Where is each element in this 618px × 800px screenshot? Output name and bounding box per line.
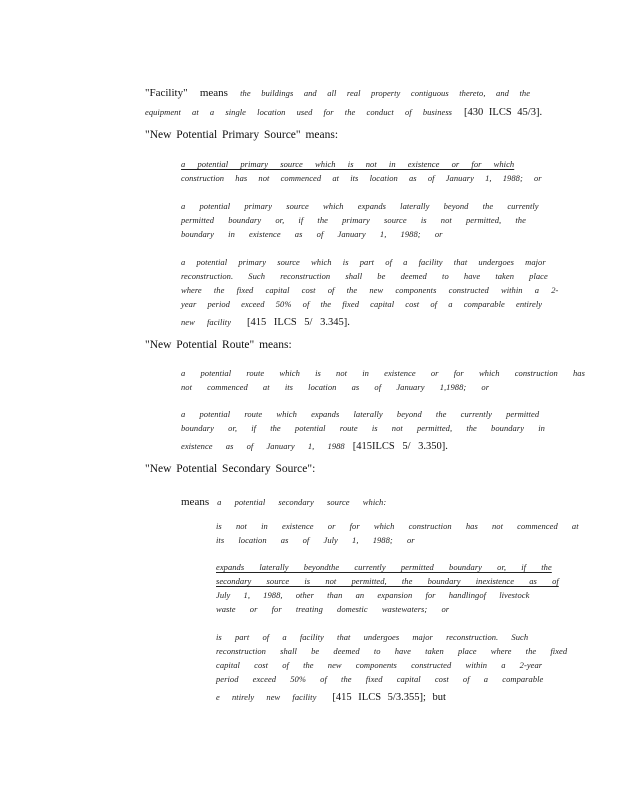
route-p2-line-2: boundary or, if the potential route is not permitted, the boundary in — [181, 423, 545, 433]
facility-citation: [430 ILCS 45/3]. — [464, 107, 543, 118]
route-p2-line-1: a potential route which expands laterally beyond the currently permitted — [181, 409, 540, 419]
secondary-means-line — [181, 493, 386, 509]
secondary-p2-line-2: secondary source is not permitted, the boundary inexistence as of — [216, 576, 559, 586]
facility-line-1 — [145, 88, 530, 99]
secondary-p2-line-4: waste or for treating domestic wastewaters; or — [216, 604, 450, 614]
secondary-p2-line-1: expands laterally beyondthe currently permitted boundary or, if the — [216, 562, 552, 572]
primary-p3-line-4: year period exceed 50% of the fixed capital cost of a comparable entirely — [181, 299, 543, 309]
secondary-p3-line-2: reconstruction shall be deemed to have taken place where the fixed — [216, 646, 568, 656]
primary-p1-line-1: a potential primary source which is not in existence or for which — [181, 159, 515, 169]
secondary-source-heading: "New Potential Secondary Source": — [145, 463, 316, 475]
primary-p3-line-1: a potential primary source which is part of a facility that undergoes major — [181, 257, 546, 267]
facility-line-2 — [145, 103, 542, 119]
primary-p1-line-2: construction has not commenced at its location as of January 1, 1988; or — [181, 173, 542, 183]
primary-p2-line-2: permitted boundary or, if the primary source is not permitted, the — [181, 215, 526, 225]
primary-p2-line-3: boundary in existence as of January 1, 1988; or — [181, 229, 443, 239]
secondary-p1-line-1: is not in existence or for which construction has not commenced at — [216, 521, 579, 531]
secondary-citation: [415 ILCS 5/3.355]; but — [332, 692, 446, 703]
primary-p2-line-1: a potential primary source which expands laterally beyond the currently — [181, 201, 539, 211]
primary-p3-last-text: new facility — [181, 317, 232, 327]
facility-term: "Facility" — [145, 87, 188, 99]
facility-definition-text: the buildings and all real property contiguous thereto, and the — [240, 88, 531, 98]
route-p1-line-2: not commenced at its location as of January 1,1988; or — [181, 382, 490, 392]
route-p2-last-text: existence as of January 1, 1988 — [181, 441, 345, 451]
secondary-p3-line-1: is part of a facility that undergoes major reconstruction. Such — [216, 632, 529, 642]
secondary-p3-line-3: capital cost of the new components constructed within a 2-year — [216, 660, 543, 670]
facility-definition-text-2: equipment at a single location used for the conduct of business — [145, 107, 453, 117]
secondary-p3-last-text: e ntirely new facility — [216, 692, 317, 702]
facility-means: means — [199, 87, 228, 99]
route-p1-line-1: a potential route which is not in existence or for which construction has — [181, 368, 585, 378]
secondary-p3-line-4: period exceed 50% of the fixed capital cost of a comparable — [216, 674, 544, 684]
secondary-means-word: means — [181, 496, 210, 508]
secondary-means-text: a potential secondary source which: — [217, 497, 387, 507]
primary-p3-line-2: reconstruction. Such reconstruction shall be deemed to have taken place — [181, 271, 548, 281]
secondary-p1-line-2: its location as of July 1, 1988; or — [216, 535, 415, 545]
primary-source-heading: "New Potential Primary Source" means: — [145, 129, 339, 141]
primary-p3-line-3: where the fixed capital cost of the new components constructed within a 2- — [181, 285, 559, 295]
primary-p3-line-5 — [181, 313, 350, 329]
route-citation: [415ILCS 5/ 3.350]. — [352, 441, 448, 452]
secondary-p2-line-3: July 1, 1988, other than an expansion for handlingof livestock — [216, 590, 530, 600]
route-heading: "New Potential Route" means: — [145, 339, 292, 351]
route-p2-line-3 — [181, 437, 448, 453]
primary-citation: [415 ILCS 5/ 3.345]. — [247, 317, 350, 328]
secondary-p3-line-5 — [216, 688, 446, 704]
